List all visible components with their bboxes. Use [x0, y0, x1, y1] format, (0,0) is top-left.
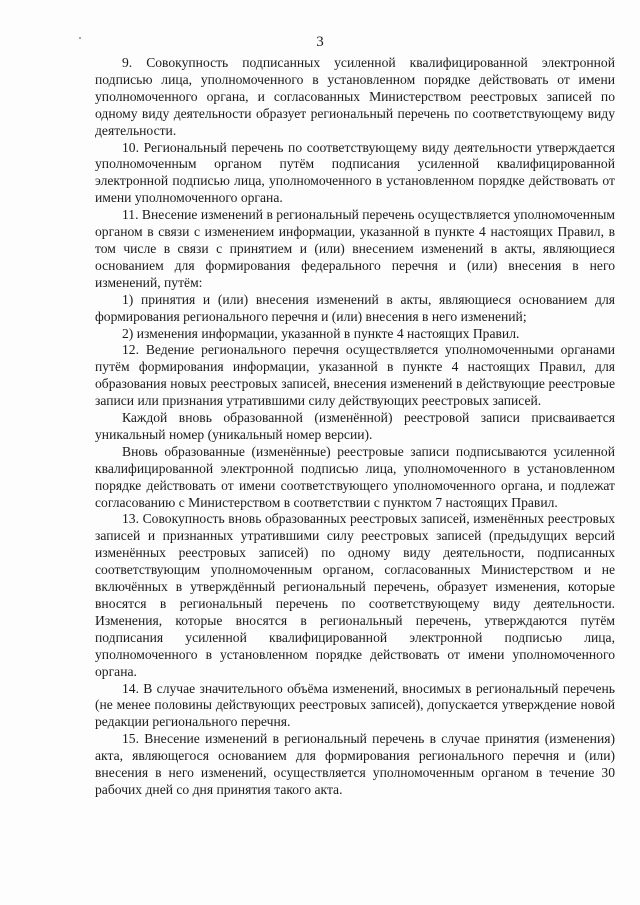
page-number: 3: [316, 34, 324, 50]
paragraph-12-signing: Вновь образованные (изменённые) реестровые записи подписываются усиленной квалифицированной электронной подписью лица, уполномоченного в установленном порядке действовать от имени соответствующего уполномоченного органа, и подлежат согласованию с Министерством в соответствии с пунктом 7 настоящих Правил.: [95, 443, 615, 510]
paragraph-15: 15. Внесение изменений в региональный перечень в случае принятия (изменения) акта, являющегося основанием для формирования регионального перечня и (или) внесения в него изменений, осуществляется уполномоченным органом в течение 30 рабочих дней со дня принятия такого акта.: [95, 731, 615, 797]
paragraph-13: 13. Совокупность вновь образованных реестровых записей, изменённых реестровых записей и признанных утратившими силу реестровых записей (предыдущих версий изменённых реестровых записей) по одному виду деятельности, подписанных соответствующим уполномоченным органом, согласованных Министерством и не включённых в утверждённый региональный перечень, образует изменения, которые вносятся в региональный перечень по соответствующему виду деятельности. Изменения, которые вносятся в региональный перечень, утверждаются путём подписания усиленной квалифицированной электронной подписью лица, уполномоченного в установленном порядке действовать от имени уполномоченного органа.: [95, 511, 615, 679]
paragraph-10: 10. Региональный перечень по соответствующему виду деятельности утверждается уполномоченным органом путём подписания усиленной квалифицированной электронной подписью лица, уполномоченного в установленном порядке действовать от имени уполномоченного органа.: [95, 139, 615, 206]
paragraph-12-unique-number: Каждой вновь образованной (изменённой) реестровой записи присваивается уникальный номер (уникальный номер версии).: [95, 410, 615, 442]
paragraph-14: 14. В случае значительного объёма изменений, вносимых в региональный перечень (не менее половины действующих реестровых записей), допускается утверждение новой редакции регионального перечня.: [95, 680, 615, 730]
paragraph-9: 9. Совокупность подписанных усиленной квалифицированной электронной подписью лица, уполномоченного в установленном порядке действовать от имени уполномоченного органа, и согласованных Министерством реестровых записей по одному виду деятельности образует региональный перечень по соответствующему виду деятельности.: [95, 55, 615, 138]
document-body: [95, 55, 615, 799]
paragraph-11: 11. Внесение изменений в региональный перечень осуществляется уполномоченным органом в связи с изменением информации, указанной в пункте 4 настоящих Правил, в том числе в связи с принятием и (или) внесением изменений в акты, являющиеся основанием для формирования федерального перечня и (или) внесения в него изменений, путём:: [95, 207, 615, 290]
paragraph-11-item-2: 2) изменения информации, указанной в пункте 4 настоящих Правил.: [122, 325, 520, 341]
paragraph-12: 12. Ведение регионального перечня осуществляется уполномоченными органами путём формирования информации, указанной в пункте 4 настоящих Правил, для образования новых реестровых записей, внесения изменений в действующие реестровые записи или признания утратившими силу действующих реестровых записей.: [95, 342, 615, 409]
paragraph-11-item-1: 1) принятия и (или) внесения изменений в акты, являющиеся основанием для формирования регионального перечня и (или) внесения в него изменений;: [95, 291, 615, 324]
